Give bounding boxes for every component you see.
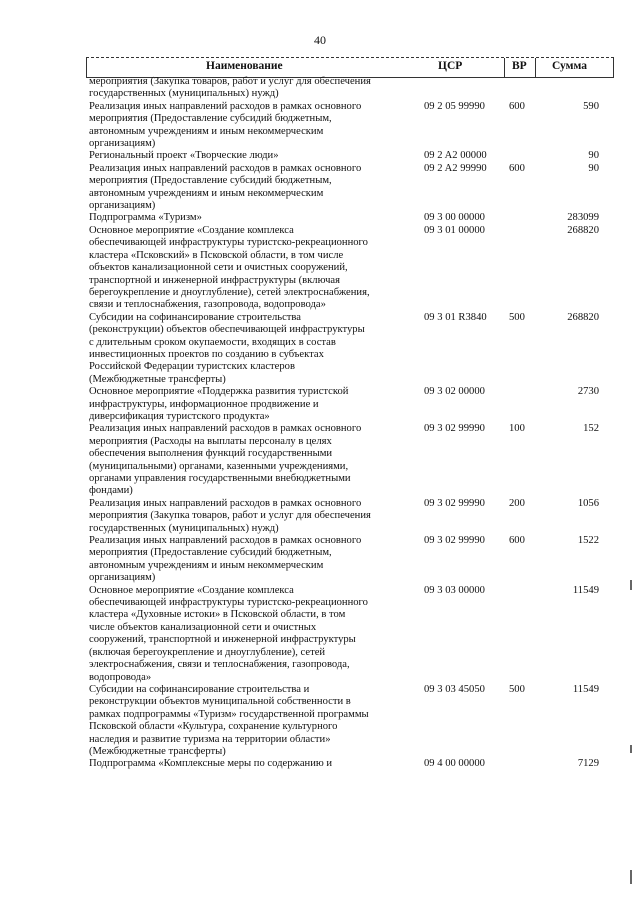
table-row [89, 212, 609, 224]
header-name: Наименование [206, 60, 283, 72]
cell-csr: 09 4 00 00000 [424, 758, 485, 770]
cell-vr: 600 [509, 535, 525, 547]
cell-sum: 152 [583, 423, 599, 435]
scan-artifact [630, 745, 632, 753]
table-row [89, 101, 609, 151]
cell-sum: 283099 [567, 212, 599, 224]
cell-sum: 2730 [577, 386, 599, 398]
cell-vr: 600 [509, 162, 525, 174]
table-row [89, 423, 609, 497]
cell-name: Подпрограмма «Туризм» [89, 212, 202, 224]
table-body [89, 76, 609, 771]
cell-csr: 09 3 02 00000 [424, 386, 485, 398]
cell-vr: 500 [509, 683, 525, 695]
cell-csr: 09 3 00 00000 [424, 212, 485, 224]
cell-sum: 90 [588, 162, 599, 174]
cell-csr: 09 3 02 99990 [424, 535, 485, 547]
cell-sum: 590 [583, 100, 599, 112]
header-left-border [86, 58, 88, 77]
cell-vr: 600 [509, 100, 525, 112]
table-header [86, 57, 614, 78]
cell-name: Реализация иных направлений расходов в рамках основного мероприятия (Предоставление субсидий бюджетным, автономным учреждениям и иным некоммерческим организациям) [89, 535, 362, 584]
cell-sum: 90 [588, 150, 599, 162]
cell-name: Основное мероприятие «Создание комплекса обеспечивающей инфраструктуры туристско-рекреационного кластера «Псковский» в Псковской области, в том числе объектов канализационной сети и очистных сооружений, транспортной и инженерной инфраструктуры (включая берегоукрепление и дноуглубление), сетей электроснабжения, связи и теплоснабжения, газопровода, водопровода» [89, 224, 370, 311]
table-row [89, 684, 609, 758]
cell-sum: 268820 [567, 311, 599, 323]
table-row [89, 225, 609, 312]
cell-csr: 09 3 03 45050 [424, 683, 485, 695]
cell-name: Реализация иных направлений расходов в рамках основного мероприятия (Расходы на выплаты персоналу в целях обеспечения выполнения функций государственными (муниципальными) органами, казенными учреждениями, органами управления государственными внебюджетными фондами) [89, 423, 362, 497]
header-sum: Сумма [552, 60, 587, 72]
header-csr: ЦСР [438, 60, 463, 72]
cell-vr: 500 [509, 311, 525, 323]
cell-csr: 09 3 02 99990 [424, 423, 485, 435]
table-row [89, 312, 609, 386]
header-divider [504, 58, 506, 77]
cell-name: Основное мероприятие «Создание комплекса обеспечивающей инфраструктуры туристско-рекреационного кластера «Духовные истоки» в Псковской области, в том числе объектов канализационной сети и очистных сооружений, транспортной и инженерной инфраструктуры (включая берегоукрепление и дноуглубление), сетей электроснабжения, связи и теплоснабжения, газопровода, водопровода» [89, 584, 368, 683]
table-row [89, 498, 609, 535]
cell-name: Субсидии на софинансирование строительства и реконструкции объектов муниципальной собственности в рамках подпрограммы «Туризм» государственной программы Псковской области «Культура, сохранение культурного наследия и развитие туризма на территории области» (Межбюджетные трансферты) [89, 683, 369, 757]
table-row [89, 150, 609, 162]
table-row [89, 76, 609, 101]
table-row [89, 758, 609, 770]
scan-artifact [630, 580, 632, 590]
cell-vr: 100 [509, 423, 525, 435]
cell-sum: 268820 [567, 224, 599, 236]
cell-csr: 09 2 A2 00000 [424, 150, 487, 162]
cell-name: мероприятия (Закупка товаров, работ и услуг для обеспечения государственных (муниципальных) нужд) [89, 76, 371, 100]
table-row [89, 585, 609, 684]
header-right-border [613, 58, 615, 77]
cell-name: Основное мероприятие «Поддержка развития туристской инфраструктуры, информационное продвижение и диверсификация туристского продукта» [89, 386, 349, 422]
cell-sum: 11549 [572, 584, 599, 596]
cell-name: Реализация иных направлений расходов в рамках основного мероприятия (Предоставление субсидий бюджетным, автономным учреждениям и иным некоммерческим организациям) [89, 162, 362, 212]
cell-name: Подпрограмма «Комплексные меры по содержанию и [89, 758, 333, 770]
cell-csr: 09 2 A2 99990 [424, 162, 487, 174]
table-row [89, 535, 609, 585]
cell-vr: 200 [509, 497, 525, 509]
cell-csr: 09 3 02 99990 [424, 497, 485, 509]
cell-sum: 1056 [577, 497, 599, 509]
cell-sum: 7129 [577, 758, 599, 770]
page-number: 40 [314, 33, 326, 47]
table-row [89, 386, 609, 423]
cell-name: Реализация иных направлений расходов в рамках основного мероприятия (Закупка товаров, работ и услуг для обеспечения государственных (муниципальных) нужд) [89, 497, 371, 534]
table-row [89, 163, 609, 213]
cell-csr: 09 3 01 00000 [424, 224, 485, 236]
header-divider [535, 58, 537, 77]
cell-csr: 09 3 03 00000 [424, 584, 485, 596]
scan-artifact [630, 870, 632, 884]
cell-sum: 1522 [577, 535, 599, 547]
cell-name: Реализация иных направлений расходов в рамках основного мероприятия (Предоставление субсидий бюджетным, автономным учреждениям и иным некоммерческим организациям) [89, 100, 362, 150]
cell-csr: 09 2 05 99990 [424, 100, 485, 112]
cell-name: Региональный проект «Творческие люди» [89, 150, 279, 162]
cell-sum: 11549 [572, 683, 599, 695]
header-vr: ВР [512, 60, 527, 72]
cell-name: Субсидии на софинансирование строительства (реконструкции) объектов обеспечивающей инфраструктуры с длительным сроком окупаемости, входящих в состав инвестиционных проектов по созданию в субъектах Российской Федерации туристских кластеров (Межбюджетные трансферты) [89, 311, 365, 385]
cell-csr: 09 3 01 R3840 [424, 311, 487, 323]
